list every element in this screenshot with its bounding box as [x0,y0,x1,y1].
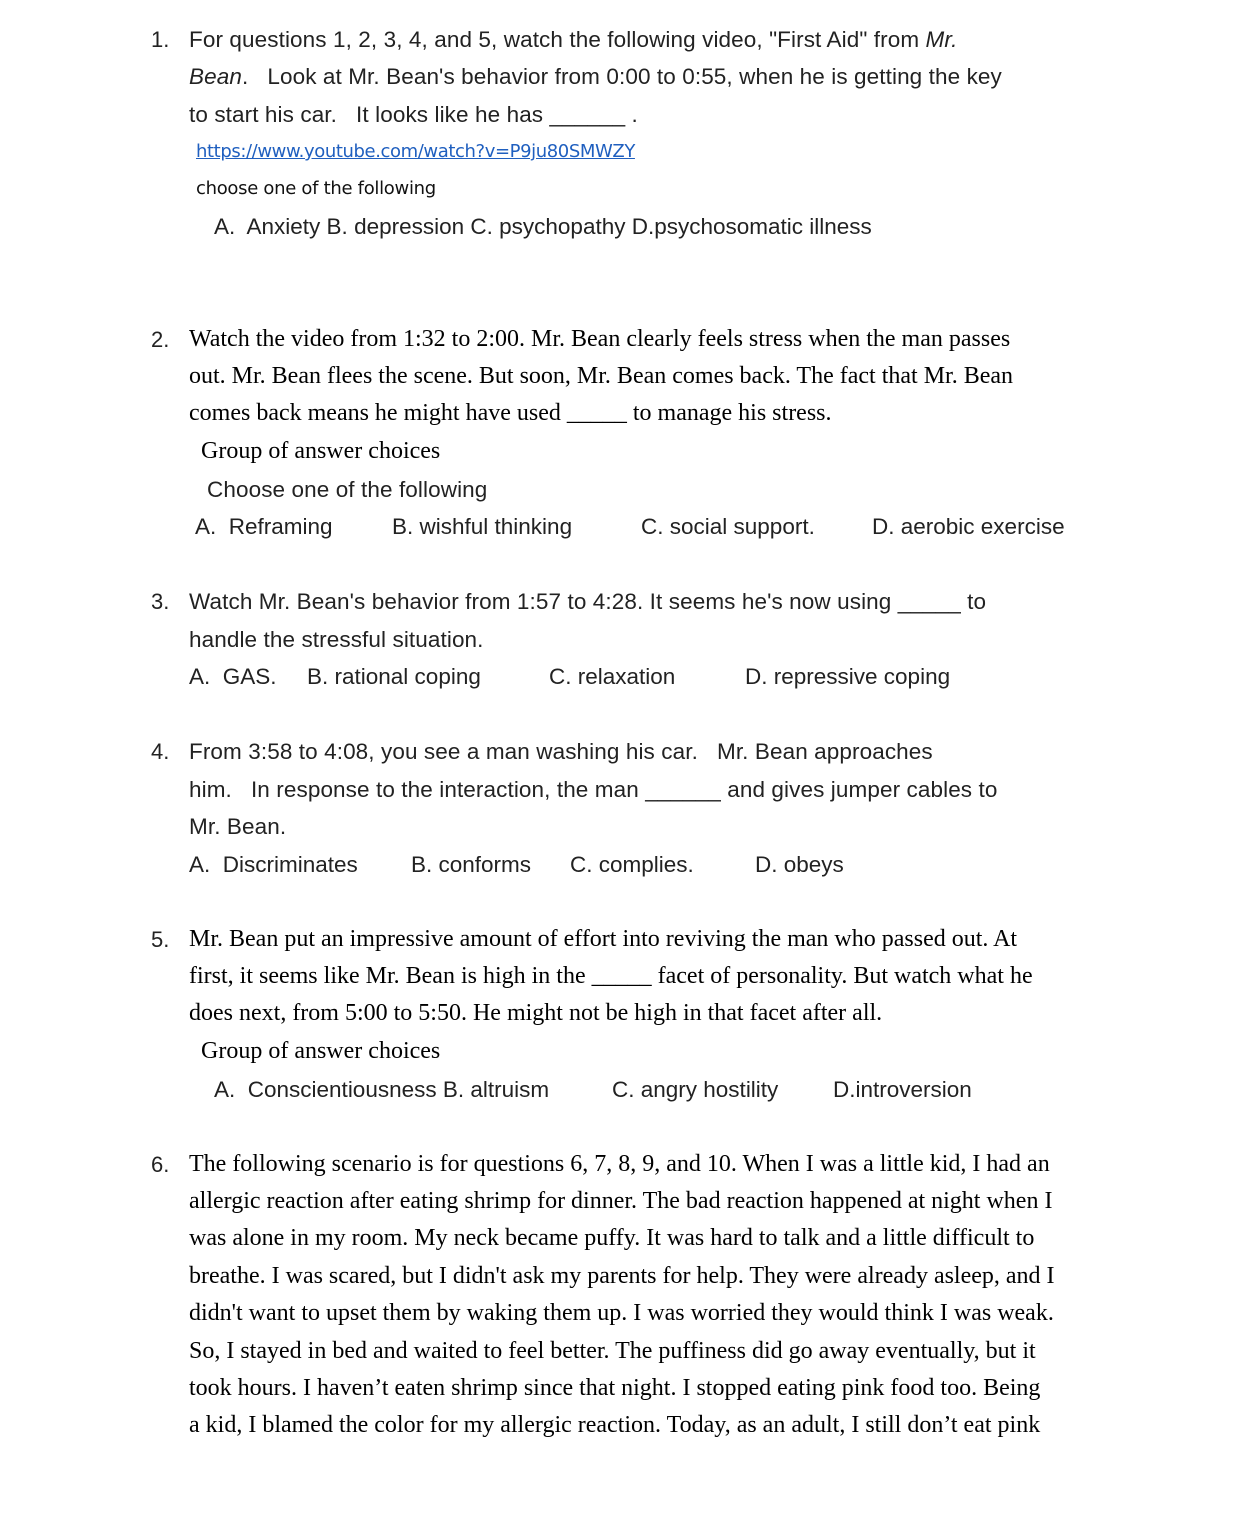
answer-option-a[interactable]: A. GAS. [189,664,277,689]
scenario-text-line: The following scenario is for questions 6, 7, 8, 9, and 10. When I was a little kid, I had an [189,1151,1050,1177]
answer-option-d[interactable]: D. repressive coping [745,664,951,689]
question-text-line: him. In response to the interaction, the man ______ and gives jumper cables to [189,777,998,802]
question-number: 4. [151,739,170,764]
answer-option-d[interactable]: D.introversion [833,1077,972,1102]
question-text-line: does next, from 5:00 to 5:50. He might not be high in that facet after all. [189,1000,883,1026]
answer-option-c[interactable]: C. relaxation [549,664,676,689]
scenario-text-line: So, I stayed in bed and waited to feel better. The puffiness did go away eventually, but it [189,1338,1036,1364]
answer-option-c[interactable]: C. social support. [641,514,815,539]
scenario-text-line: took hours. I haven’t eaten shrimp since that night. I stopped eating pink food too. Being [189,1375,1041,1401]
scenario-text-line: a kid, I blamed the color for my allergic reaction. Today, as an adult, I still don’t eat pink [189,1412,1041,1438]
answer-option-c[interactable]: C. complies. [570,852,694,877]
answer-option-b[interactable]: B. wishful thinking [392,514,573,539]
scenario-text-line: didn't want to upset them by waking them up. I was worried they would think I was weak. [189,1300,1054,1326]
answer-prompt: choose one of the following [196,178,436,199]
question-number: 6. [151,1152,170,1177]
question-text-line: comes back means he might have used _____ to manage his stress. [189,400,832,426]
question-number: 2. [151,327,170,352]
question-text-line: to start his car. It looks like he has ______ . [189,102,638,127]
question-text-line: Mr. Bean. [189,814,287,839]
question-text-line: handle the stressful situation. [189,627,484,652]
answer-option-a-b[interactable]: A. Conscientiousness B. altruism [214,1077,550,1102]
answer-option-a[interactable]: A. Discriminates [189,852,358,877]
question-number: 1. [151,27,170,52]
answer-prompt: Choose one of the following [207,477,488,502]
question-text-line: From 3:58 to 4:08, you see a man washing his car. Mr. Bean approaches [189,739,933,764]
question-text-line: Bean. Look at Mr. Bean's behavior from 0:00 to 0:55, when he is getting the key [189,64,1002,89]
scenario-text-line: allergic reaction after eating shrimp for dinner. The bad reaction happened at night when I [189,1188,1053,1214]
answer-options[interactable]: A. Anxiety B. depression C. psychopathy D.psychosomatic illness [214,214,872,239]
group-label: Group of answer choices [201,438,441,464]
question-text-line: Watch the video from 1:32 to 2:00. Mr. Bean clearly feels stress when the man passes [189,326,1011,352]
video-link[interactable]: https://www.youtube.com/watch?v=P9ju80SMWZY [196,141,635,162]
question-text-line: first, it seems like Mr. Bean is high in the _____ facet of personality. But watch what he [189,963,1033,989]
answer-option-d[interactable]: D. obeys [755,852,844,877]
question-text-line: out. Mr. Bean flees the scene. But soon, Mr. Bean comes back. The fact that Mr. Bean [189,363,1014,389]
group-label: Group of answer choices [201,1038,441,1064]
scenario-text-line: was alone in my room. My neck became puffy. It was hard to talk and a little difficult to [189,1225,1035,1251]
question-number: 5. [151,927,170,952]
answer-option-c[interactable]: C. angry hostility [612,1077,779,1102]
answer-option-b[interactable]: B. conforms [411,852,532,877]
answer-option-b[interactable]: B. rational coping [307,664,481,689]
answer-option-d[interactable]: D. aerobic exercise [872,514,1065,539]
question-text-line: For questions 1, 2, 3, 4, and 5, watch the following video, "First Aid" from Mr. [189,27,958,52]
question-text-line: Mr. Bean put an impressive amount of effort into reviving the man who passed out. At [189,926,1018,952]
question-text-line: Watch Mr. Bean's behavior from 1:57 to 4:28. It seems he's now using _____ to [189,589,987,614]
answer-option-a[interactable]: A. Reframing [195,514,333,539]
question-number: 3. [151,589,170,614]
scenario-text-line: breathe. I was scared, but I didn't ask my parents for help. They were already asleep, and I [189,1263,1055,1289]
